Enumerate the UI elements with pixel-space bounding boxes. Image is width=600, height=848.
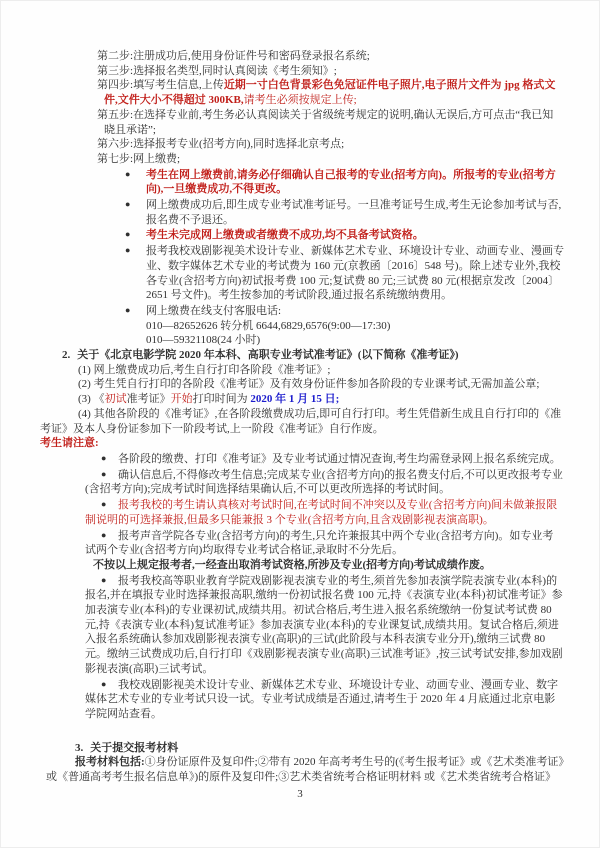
bullet-item	[0, 528, 564, 558]
step-4	[0, 78, 564, 107]
step-label: 第四步:	[97, 79, 134, 92]
item-number: 3.	[75, 741, 84, 754]
text-segment: 关于《北京电影学院 2020 年本科、高职专业考试准考证》(以下简称《准考证》)	[77, 349, 459, 362]
step-2	[0, 49, 564, 64]
text-segment: 近期一寸白色背景彩色免冠证件电子照片,电子照片文件为 jpg 格式文件,文件大小不得超过 300KB,	[104, 79, 556, 107]
text-segment: 网上缴费;	[133, 152, 181, 165]
phone-line	[0, 333, 564, 348]
text-segment: 2020 年 1 月 15 日;	[250, 393, 340, 406]
list-item	[0, 392, 564, 407]
paragraph	[0, 755, 564, 784]
text-segment: 打印时间为	[192, 393, 251, 406]
text-segment: 网上缴费成功后,即生成专业考试准考证号。一旦准考证号生成,考生无论参加考试与否,报名费不予退还。	[146, 199, 562, 226]
bullet-item	[0, 227, 564, 243]
item-number: 2.	[62, 349, 71, 362]
list-item	[0, 407, 564, 436]
page-number: 3	[297, 788, 303, 800]
bullet-icon: ●	[125, 199, 131, 210]
bullet-item	[0, 573, 564, 677]
bullet-item	[0, 303, 564, 319]
step-label: 第三步:	[97, 64, 134, 77]
document-body	[0, 49, 600, 785]
bullet-icon: ●	[125, 304, 131, 315]
bullet-icon: ●	[101, 468, 107, 479]
text-segment: 考生在网上缴费前,请务必仔细确认自己报考的专业(招考方向)。所报考的专业(招考方向),一旦缴费成功,不得更改。	[146, 168, 556, 196]
text-segment: 我校戏剧影视美术设计专业、新媒体艺术专业、环境设计专业、动画专业、漫画专业、数字媒体艺术专业的专业考试只设一试。专业考试成绩是否通过,请考生于 2020 年 4 月底通过北京电影学院网站查看。	[85, 678, 558, 720]
text-segment: (1) 网上缴费成功后,考生自行打印各阶段《准考证》;	[78, 363, 331, 376]
text-segment: 确认信息后,不得修改考生信息;完成某专业(含招考方向)的报名费支付后,不可以更改报考专业(含招考方向);完成考试时间选择结果确认后,不可以更改所选择的考试时间。	[85, 468, 563, 496]
bullet-icon: ●	[101, 529, 107, 540]
text-segment: 选择报名类型,同时认真阅读《考生须知》;	[133, 64, 337, 77]
bullet-item	[0, 497, 564, 527]
text-segment: (4) 其他各阶段的《准考证》,在各阶段缴费成功后,即可自行打印。考生凭借新生成且自行打印的《准考证》及本人身份证参加下一阶段考试,上一阶段《准考证》自行作废。	[40, 407, 562, 435]
step-7	[0, 152, 564, 167]
text-segment: 请考生必须按规定上传;	[243, 94, 357, 107]
text-segment: 注册成功后,使用身份证件号和密码登录报名系统;	[133, 50, 370, 62]
note-heading	[0, 436, 564, 451]
bullet-icon: ●	[125, 245, 131, 256]
bullet-icon: ●	[125, 229, 131, 240]
bullet-item	[0, 167, 564, 197]
text-segment: 初试	[104, 393, 127, 406]
text-segment: 考生请注意:	[40, 437, 99, 450]
step-5	[0, 108, 564, 137]
step-label: 第五步:	[97, 108, 134, 121]
bullet-icon: ●	[101, 452, 107, 463]
text-segment: 在选择专业前,考生务必认真阅读关于省级统考规定的说明,确认无误后,方可点击“我已知晓且承诺”;	[104, 108, 554, 136]
step-6	[0, 137, 564, 152]
bullet-item	[0, 677, 564, 722]
bullet-item	[0, 451, 564, 467]
text-segment: 填写考生信息,上传	[133, 79, 224, 92]
bullet-item	[0, 243, 564, 303]
text-segment: 报考材料包括:	[75, 756, 145, 769]
step-label: 第七步:	[97, 152, 134, 165]
text-segment: 报考声音学院各专业(含招考方向)的考生,只允许兼报其中两个专业(含招考方向)。如专业考试两个专业(含招考方向)均取得专业考试合格证,录取时不分先后。	[85, 529, 554, 557]
step-label: 第二步:	[97, 50, 134, 62]
section-heading-3	[0, 741, 564, 756]
text-segment: 不按以上规定报考者,一经查出取消考试资格,所涉及专业(招考方向)考试成绩作废。	[93, 558, 491, 571]
text-segment: 报考我校高等职业教育学院戏剧影视表演专业的考生,须首先参加表演学院表演专业(本科)的报名,并在填报专业时选择兼报高职,缴纳一份初试报名费 100 元,持《表演专业(本科)初试准考证》参加表演专业(本科)的专业课初试,成绩共用。初试合格后,考生进入报名系统缴纳一份复试考试费 80 元,持《表演专业(本科)复试准考证》参加表演专业(本科)的专业课复试,成绩共用。复试合格后,须进入报名系统确认参加戏剧影视表演专业(高职)的三试(此阶段与本科表演专业分开),缴纳三试费 80 元。缴纳三试费成功后,自行打印《戏剧影视表演专业(高职)三试准考证》,按三试考试安排,参加戏剧影视表演(高职)三试考试。	[85, 574, 563, 675]
bullet-item	[0, 197, 564, 227]
text-segment: (3) 《	[78, 393, 105, 406]
text-segment: 考生未完成网上缴费或者缴费不成功,均不具备考试资格。	[146, 229, 424, 242]
bullet-icon: ●	[101, 499, 107, 510]
text-segment: ①身份证原件及复印件;②带有 2020 年高考考生号的(《考生报考证》或《艺术类准考证》或《普通高考考生报名信息单》)的原件及复印件;③艺术类省统考合格证明材料 或《艺术类省统考合格证》	[46, 756, 564, 784]
bullet-item	[0, 467, 564, 497]
text-segment: 各阶段的缴费、打印《准考证》及专业考试通过情况查询,考生均需登录网上报名系统完成。	[118, 452, 561, 465]
bullet-icon: ●	[101, 574, 107, 585]
text-segment: 010—59321108(24 小时)	[146, 334, 261, 347]
text-segment: 报考我校的考生请认真核对考试时间,在考试时间不冲突以及专业(含招考方向)间未做兼报限制说明的可选择兼报,但最多只能兼报 3 个专业(含招考方向,且含戏剧影视表演高职)。	[85, 499, 558, 526]
step-label: 第六步:	[97, 138, 134, 151]
bullet-icon: ●	[125, 168, 131, 179]
phone-line	[0, 319, 564, 334]
list-item	[0, 363, 564, 378]
step-3	[0, 64, 564, 79]
list-item	[0, 377, 564, 392]
text-segment: (2) 考生凭自行打印的各阶段《准考证》及有效身份证件参加各阶段的专业课考试,无需加盖公章;	[78, 378, 540, 391]
bullet-icon: ●	[101, 678, 107, 689]
text-segment: 选择报考专业(招考方向),同时选择北京考点;	[133, 138, 345, 151]
text-segment: 010—82652626 转分机 6644,6829,6576(9:00—17:30)	[146, 319, 391, 332]
text-segment: 关于提交报考材料	[90, 741, 179, 754]
section-heading-2	[0, 348, 564, 363]
text-segment: 开始	[170, 393, 193, 406]
text-segment: 准考证》	[126, 393, 171, 406]
text-segment: 网上缴费在线支付客服电话:	[146, 304, 282, 317]
emphasis-line	[0, 558, 564, 573]
text-segment: 报考我校戏剧影视美术设计专业、新媒体艺术专业、环境设计专业、动画专业、漫画专业、数字媒体艺术专业的考试费为 160 元(京教函〔2016〕548 号)。除上述专业外,我校各专业(含招考方向)初试报考费 100 元;复试费 80 元;三试费 80 元(根据京发改〔2004〕2651 号文件)。考生按参加的考试阶段,通过报名系统缴纳费用。	[146, 245, 564, 302]
